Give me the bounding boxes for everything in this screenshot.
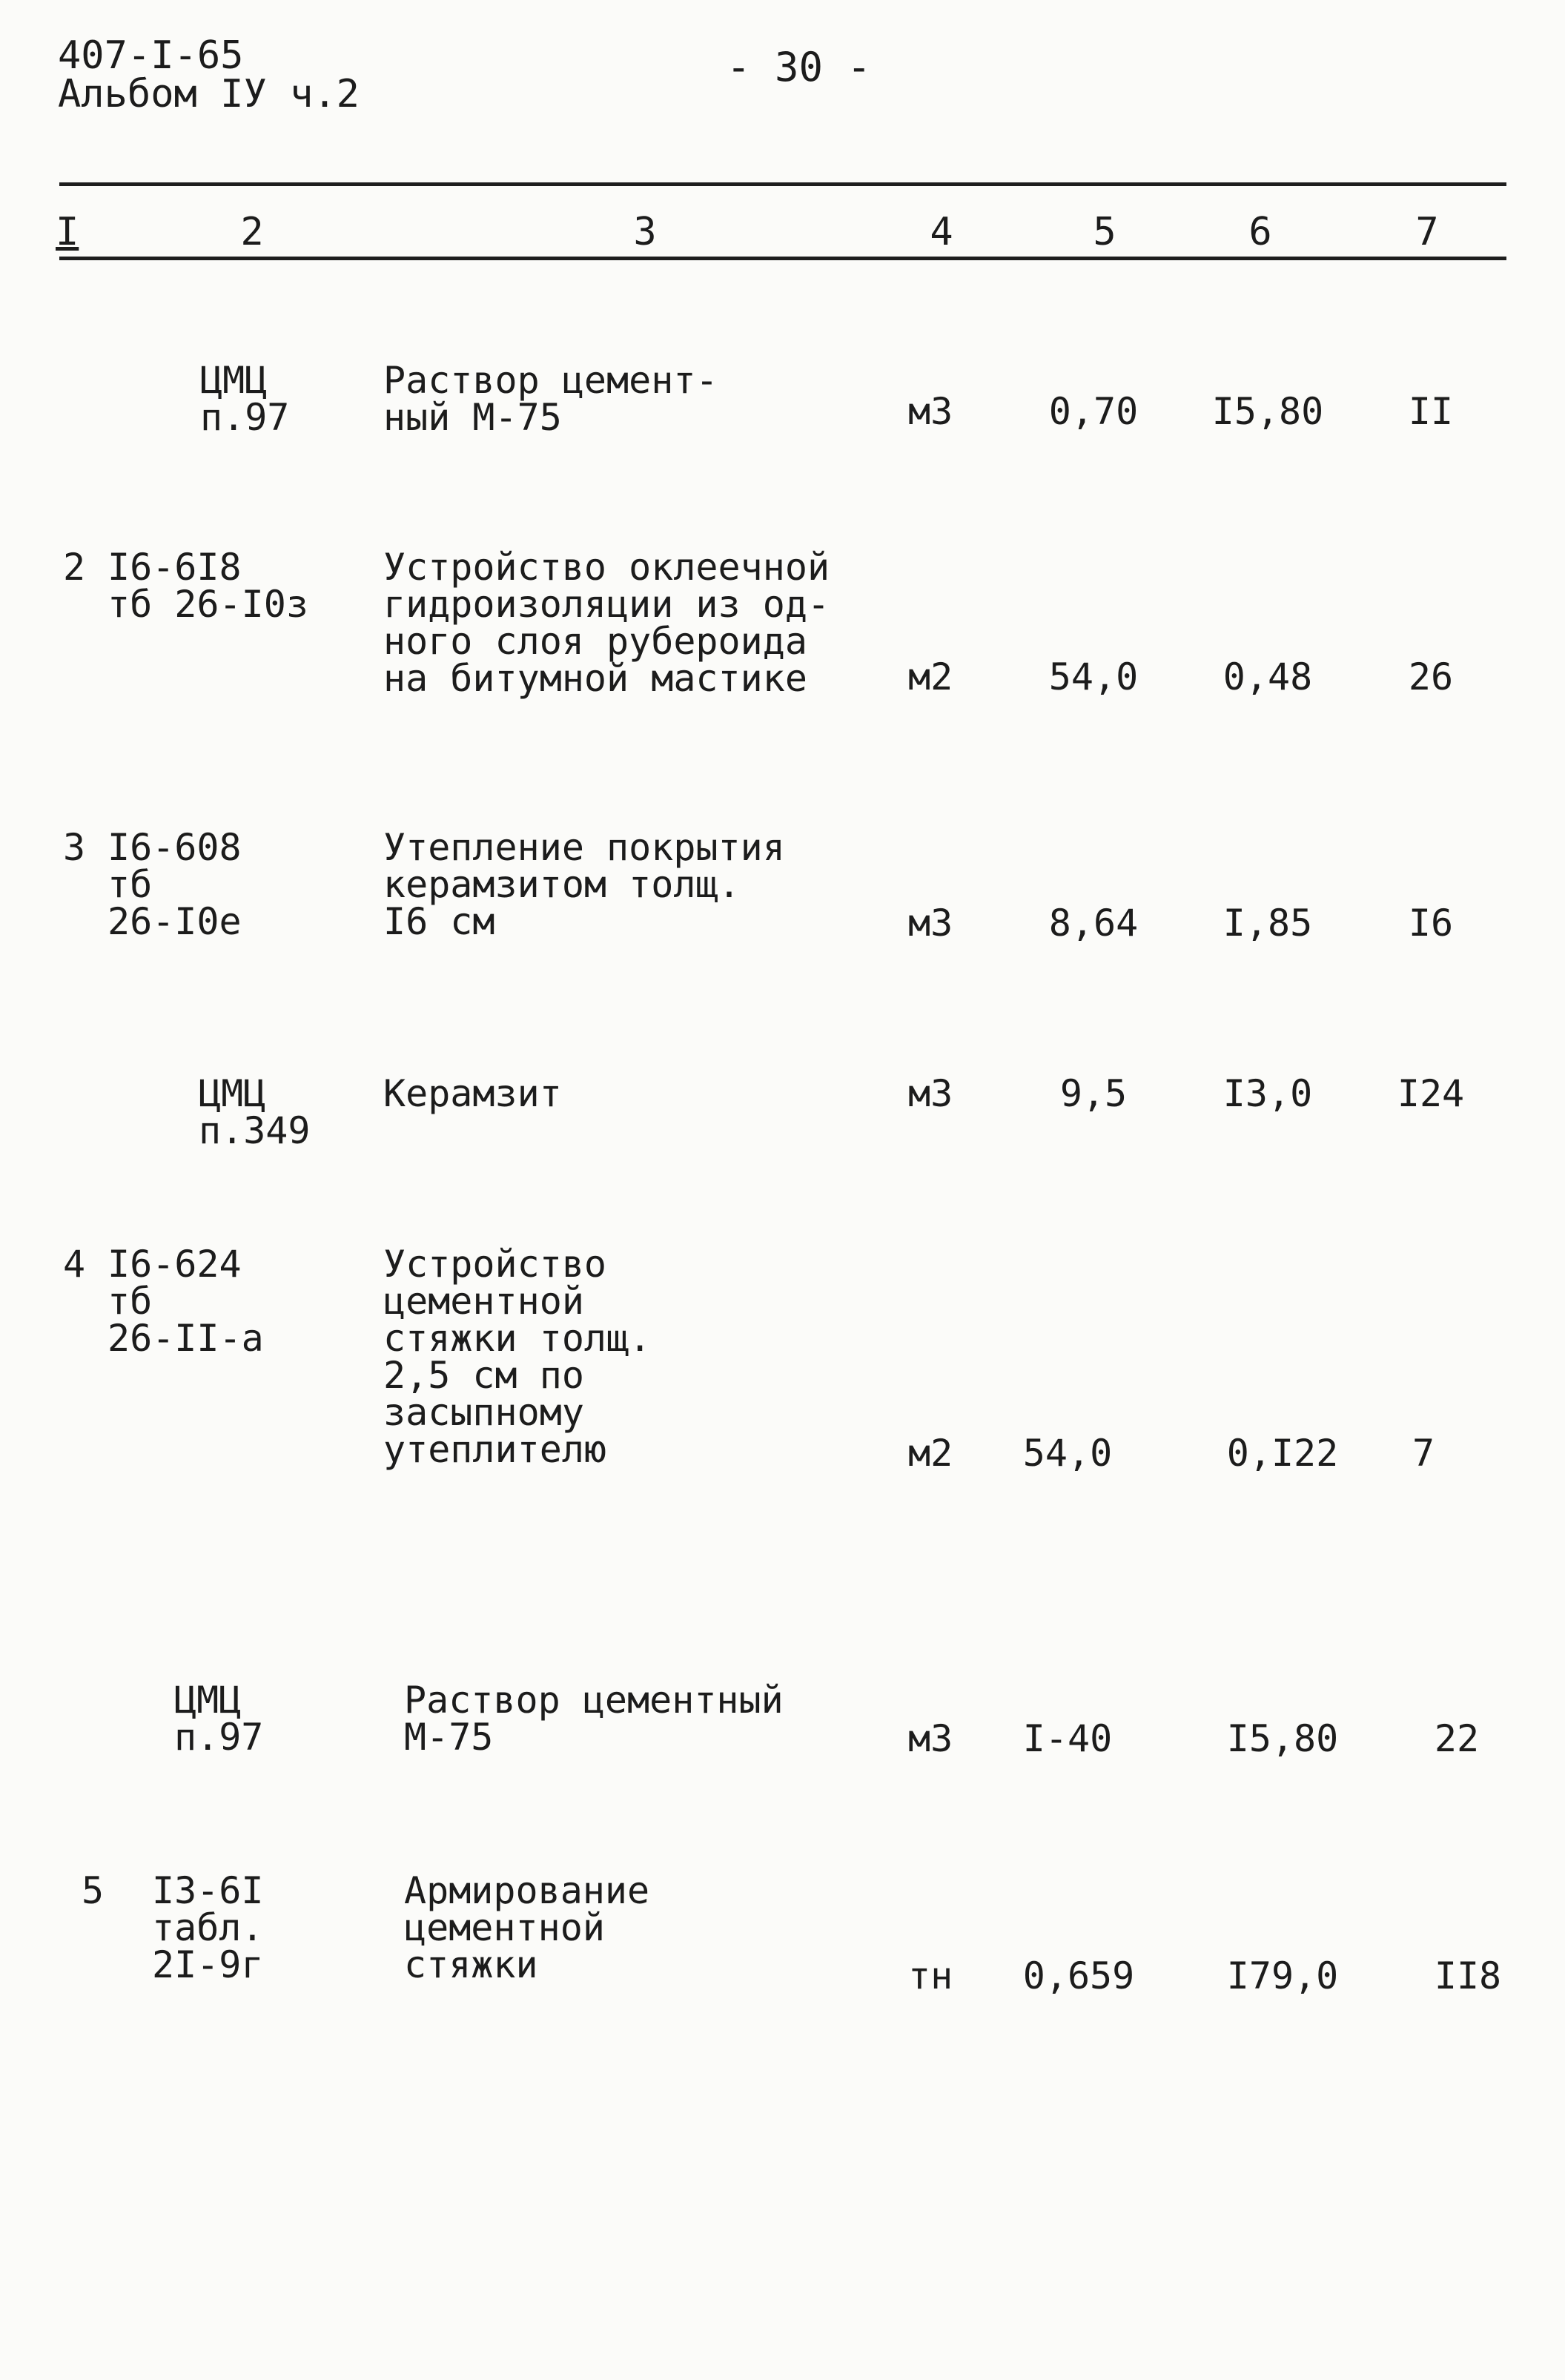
row-description: Раствор цемент- ный М-75 <box>383 359 718 439</box>
table-top-rule <box>59 182 1506 186</box>
row-code: ЦМЦ п.349 <box>199 1072 311 1152</box>
row-unit: м3 <box>908 1072 953 1115</box>
column-header-3: 3 <box>633 210 657 254</box>
row-quantity: 0,659 <box>1022 1954 1135 1997</box>
row-total: II <box>1408 390 1454 433</box>
row-quantity: 8,64 <box>1048 902 1139 945</box>
column-header-5: 5 <box>1093 210 1116 254</box>
row-unit-price: I3,0 <box>1222 1072 1313 1115</box>
row-total: 7 <box>1412 1432 1435 1475</box>
column-header-7: 7 <box>1415 210 1439 254</box>
row-unit-price: 0,I22 <box>1226 1432 1339 1475</box>
row-number: 5 <box>82 1869 105 1912</box>
row-description: Керамзит <box>383 1072 562 1115</box>
row-quantity: 54,0 <box>1048 655 1139 698</box>
row-code: I6-6I8 тб 26-I0з <box>107 546 308 626</box>
row-quantity: 54,0 <box>1022 1432 1113 1475</box>
row-number: 4 <box>63 1243 86 1286</box>
row-total: I6 <box>1408 902 1454 945</box>
row-number: 3 <box>63 826 86 869</box>
column-header-1: I <box>56 210 79 254</box>
row-total: II8 <box>1434 1954 1502 1997</box>
row-unit-price: I79,0 <box>1226 1954 1339 1997</box>
row-description: Раствор цементный М-75 <box>404 1679 784 1759</box>
row-code: I6-624 тб 26-II-а <box>107 1243 264 1360</box>
row-unit: м3 <box>908 1717 953 1760</box>
column-header-6: 6 <box>1248 210 1272 254</box>
row-number: 2 <box>63 546 86 589</box>
document-code: 407-I-65 <box>58 33 244 78</box>
column-header-2: 2 <box>240 210 264 254</box>
row-description: Армирование цементной стяжки <box>404 1869 650 1986</box>
row-total: 22 <box>1434 1717 1480 1760</box>
row-unit-price: I5,80 <box>1211 390 1324 433</box>
row-code: ЦМЦ п.97 <box>200 359 290 439</box>
row-unit: тн <box>908 1954 953 1997</box>
table-header-rule <box>59 257 1506 260</box>
row-quantity: I-40 <box>1022 1717 1113 1760</box>
row-quantity: 9,5 <box>1059 1072 1128 1115</box>
row-unit-price: I5,80 <box>1226 1717 1339 1760</box>
row-total: 26 <box>1408 655 1454 698</box>
row-description: Утепление покрытия керамзитом толщ. I6 см <box>383 826 785 943</box>
album-label: Альбом IУ ч.2 <box>58 72 360 116</box>
column-header-4: 4 <box>930 210 953 254</box>
row-code: ЦМЦ п.97 <box>174 1679 264 1759</box>
page-number: - 30 - <box>727 44 872 90</box>
row-code: I6-608 тб 26-I0е <box>107 826 242 943</box>
row-code: I3-6I табл. 2I-9г <box>152 1869 264 1986</box>
row-unit: м3 <box>908 902 953 945</box>
row-quantity: 0,70 <box>1048 390 1139 433</box>
row-unit-price: I,85 <box>1222 902 1313 945</box>
row-unit: м2 <box>908 1432 953 1475</box>
row-description: Устройство цементной стяжки толщ. 2,5 см по засыпному утеплителю <box>383 1243 652 1471</box>
row-unit: м2 <box>908 655 953 698</box>
row-description: Устройство оклеечной гидроизоляции из од- ного слоя рубероида на битумной мастике <box>383 546 830 700</box>
row-unit-price: 0,48 <box>1222 655 1313 698</box>
row-total: I24 <box>1397 1072 1465 1115</box>
row-unit: м3 <box>908 390 953 433</box>
